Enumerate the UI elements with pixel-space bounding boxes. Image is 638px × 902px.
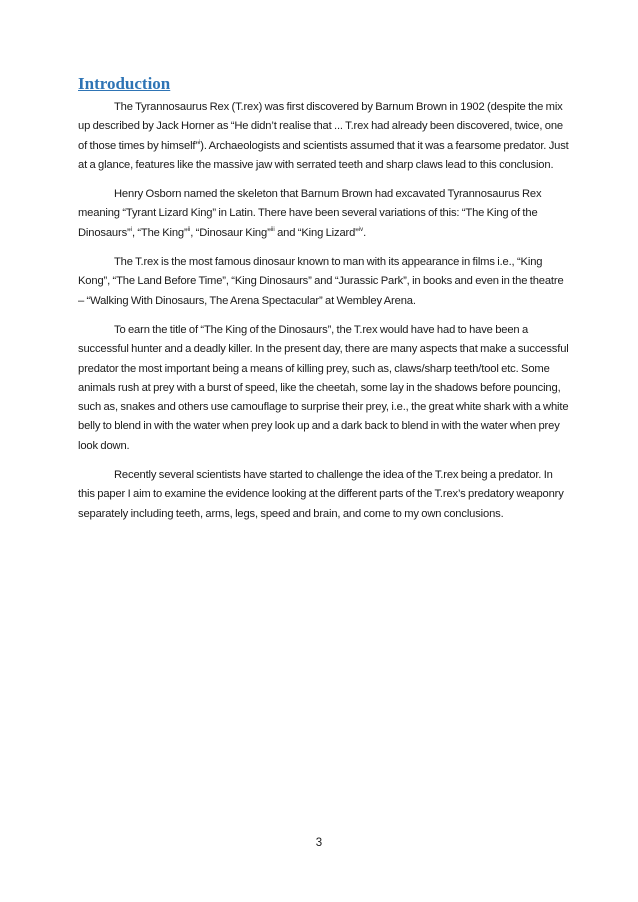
paragraph-text: and “King Lizard” xyxy=(274,226,359,239)
paragraph-text: ). Archaeologists and scientists assumed that it was a fearsome predator. Just at a glance, features like the massive jaw with serrated teeth and sharp claws lead to this conclusion. xyxy=(78,139,569,171)
paragraph-text: To earn the title of “The King of the Dinosaurs”, the T.rex would have had to have been a successful hunter and a deadly killer. In the present day, there are many aspects that make a successful predator the most important being a means of killing prey, such as, claws/sharp teeth/tool etc. Some animals rush at prey with a burst of speed, like the cheetah, some lay in the shadows before pouncing, such as, snakes and others use camouflage to surprise their prey, i.e., the great white shark with a white belly to blend in with the water when prey look up and a dark back to blend in with the water when prey look down. xyxy=(78,323,569,452)
paragraph-text: Henry Osborn named the skeleton that Barnum Brown had excavated Tyrannosaurus Rex meaning “Tyrant Lizard King” in Latin. There have been several variations of this: “The King of the Dinosaurs” xyxy=(78,188,542,239)
section-heading: Introduction xyxy=(78,74,171,93)
footnote-marker: i xyxy=(130,226,132,233)
paragraph-text: The T.rex is the most famous dinosaur known to man with its appearance in films i.e., “King Kong”, “The Land Before Time”, “King Dinosaurs” and “Jurassic Park”, in books and even in the theatre – “Walking With Dinosaurs, The Arena Spectacular” at Wembley Arena. xyxy=(78,256,564,307)
page-number: 3 xyxy=(315,837,323,849)
paragraph-text: , “The King” xyxy=(131,226,188,239)
paragraph-aim xyxy=(78,466,570,524)
footnote-marker: iv xyxy=(358,226,364,233)
document-page xyxy=(78,74,570,534)
paragraph-text: . xyxy=(363,226,367,239)
paragraph-text: The Tyrannosaurus Rex (T.rex) was first discovered by Barnum Brown in 1902 (despite the mix up described by Jack Horner as “He didn’t realise that ... T.rex had already been discovered, twice, one of those times by himself” xyxy=(78,101,563,152)
footnote-marker: i xyxy=(198,139,201,146)
paragraph-discovery xyxy=(78,98,570,175)
paragraph-text: Recently several scientists have started to challenge the idea of the T.rex being a predator. In this paper I aim to examine the evidence looking at the different parts of the T.rex’s predatory weaponry separately including teeth, arms, legs, speed and brain, and come to my own conclusions. xyxy=(78,469,564,520)
paragraph-predator xyxy=(78,321,570,456)
paragraph-fame xyxy=(78,253,570,311)
footnote-marker: ii xyxy=(187,226,191,233)
footnote-marker: iii xyxy=(270,226,275,233)
paragraph-text: , “Dinosaur King” xyxy=(190,226,271,239)
paragraph-naming xyxy=(78,185,570,243)
